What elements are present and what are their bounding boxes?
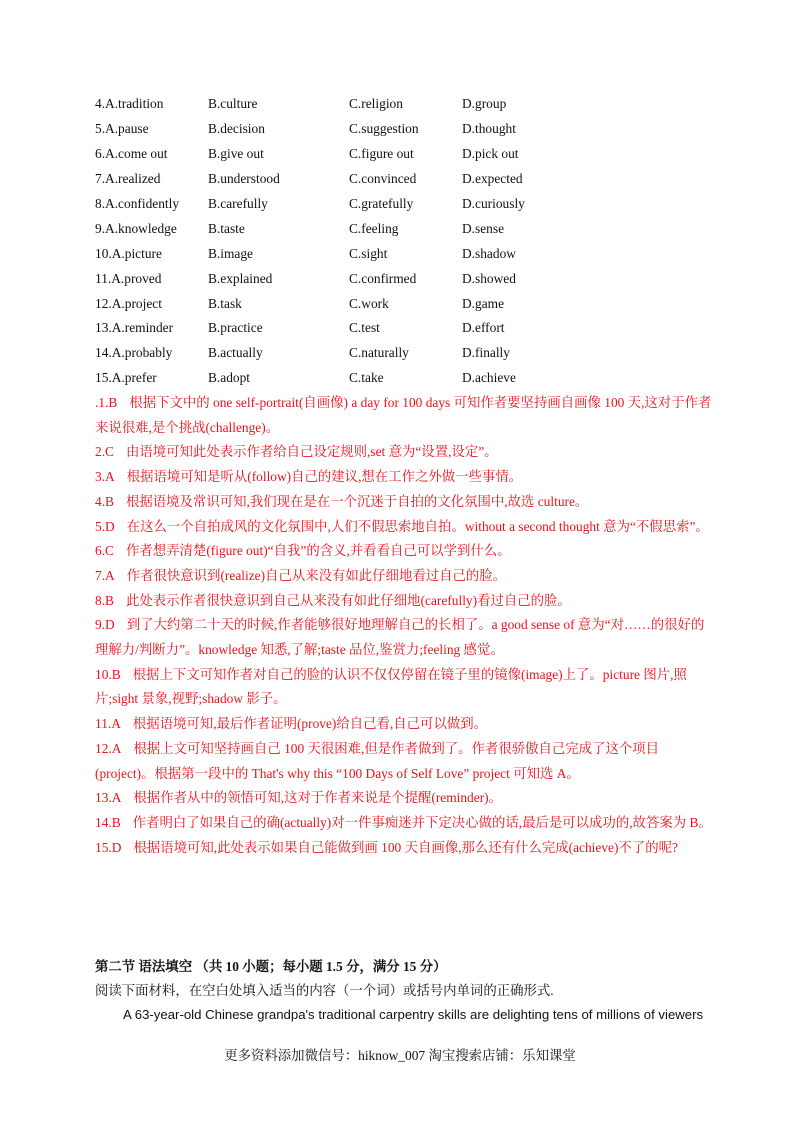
answer-item <box>95 836 715 861</box>
answer-item <box>95 440 715 465</box>
answer-number: 15.D <box>95 839 122 855</box>
answer-text: 到了大约第二十天的时候,作者能够很好地理解自己的长相了。a good sense of 意为“对……的很好的理解力/判断力”。knowledge 知悉,了解;taste 品位,鉴赏力;feeling 感觉。 <box>95 617 705 658</box>
option-cell: D.game <box>462 295 505 311</box>
answer-number: .1.B <box>95 395 118 410</box>
option-row <box>95 316 715 341</box>
answer-item <box>95 490 715 515</box>
option-cell: C.work <box>349 295 389 311</box>
answer-text: 根据下文中的 one self-portrait(自画像) a day for 100 days 可知作者要坚持画自画像 100 天,这对于作者来说很难,是个挑战(challenge)。 <box>95 395 712 435</box>
option-cell: 6.A.come out <box>95 146 168 162</box>
answer-text: 作者很快意识到(realize)自己从来没有如此仔细地看过自己的脸。 <box>126 567 507 583</box>
answer-item <box>95 589 715 614</box>
option-cell: B.adopt <box>208 370 251 386</box>
answer-text: 根据语境可知,此处表示如果自己能做到画 100 天自画像,那么还有什么完成(achieve)不了的呢? <box>133 839 678 855</box>
options-table <box>95 92 715 391</box>
option-cell: B.understood <box>208 171 280 187</box>
option-row <box>95 92 715 117</box>
answer-number: 10.B <box>95 666 121 682</box>
answer-text: 根据上文可知坚持画自己 100 天很困难,但是作者做到了。作者很骄傲自己完成了这个项目(project)。根据第一段中的 That's why this “100 Days of Self Love” project 可知选 A。 <box>95 740 660 781</box>
answer-number: 7.A <box>95 567 115 583</box>
answer-number: 5.D <box>95 518 115 534</box>
answer-item <box>95 391 715 440</box>
section-instruction: 阅读下面材料，在空白处填入适当的内容（一个词）或括号内单词的正确形式. <box>95 983 554 998</box>
answer-item <box>95 786 715 811</box>
option-cell: C.gratefully <box>349 196 414 211</box>
option-row <box>95 167 715 192</box>
option-row <box>95 216 715 241</box>
option-row <box>95 241 715 266</box>
option-cell: B.give out <box>208 146 264 162</box>
answer-number: 12.A <box>95 740 122 756</box>
answer-item <box>95 811 715 836</box>
option-cell: B.practice <box>208 320 263 336</box>
answer-text: 此处表示作者很快意识到自己从来没有如此仔细地(carefully)看过自己的脸。 <box>125 592 571 608</box>
answer-number: 9.D <box>95 617 115 633</box>
section-title: 第二节 语法填空 （共 10 小题；每小题 1.5 分，满分 15 分） <box>95 959 447 974</box>
option-row <box>95 291 715 316</box>
option-cell: 15.A.prefer <box>95 370 157 386</box>
option-cell: D.achieve <box>462 370 516 386</box>
option-cell: D.effort <box>462 320 505 336</box>
option-cell: C.naturally <box>349 345 409 361</box>
answer-number: 2.C <box>95 444 114 460</box>
answer-text: 根据上下文可知作者对自己的脸的认识不仅仅停留在镜子里的镜像(image)上了。picture 图片,照片;sight 景象,视野;shadow 影子。 <box>95 666 687 707</box>
option-cell: C.convinced <box>349 171 417 187</box>
answer-number: 8.B <box>95 592 114 608</box>
answer-text: 根据语境及常识可知,我们现在是在一个沉迷于自拍的文化氛围中,故选 culture。 <box>125 493 589 509</box>
option-cell: C.suggestion <box>349 121 419 137</box>
answer-number: 4.B <box>95 493 114 509</box>
option-cell: 10.A.picture <box>95 245 162 261</box>
grammar-section <box>95 955 715 1027</box>
option-cell: C.figure out <box>349 146 414 162</box>
option-cell: B.culture <box>208 96 258 112</box>
page-footer: 更多资料添加微信号：hiknow_007 淘宝搜索店铺：乐知课堂 <box>224 1048 576 1063</box>
option-row <box>95 266 715 291</box>
answer-number: 6.C <box>95 543 114 559</box>
option-cell: D.showed <box>462 270 516 286</box>
answer-item <box>95 737 715 786</box>
option-cell: 8.A.confidently <box>95 196 180 211</box>
option-cell: D.sense <box>462 220 505 236</box>
option-cell: 5.A.pause <box>95 121 149 137</box>
option-cell: D.expected <box>462 171 523 187</box>
answer-text: 根据语境可知,最后作者证明(prove)给自己看,自己可以做到。 <box>132 716 488 732</box>
option-row <box>95 341 715 366</box>
answer-explanations <box>95 391 715 860</box>
option-cell: D.thought <box>462 121 516 137</box>
answer-item <box>95 539 715 564</box>
option-cell: D.curiously <box>462 196 525 211</box>
answer-number: 3.A <box>95 469 115 485</box>
option-cell: 14.A.probably <box>95 345 173 361</box>
answer-item <box>95 613 715 662</box>
option-cell: B.explained <box>208 270 273 286</box>
option-cell: C.test <box>349 320 380 336</box>
option-cell: C.confirmed <box>349 270 417 286</box>
answer-item <box>95 465 715 490</box>
answer-text: 由语境可知此处表示作者给自己设定规则,set 意为“设置,设定”。 <box>125 444 498 460</box>
answer-item <box>95 712 715 737</box>
answer-item <box>95 564 715 589</box>
answer-number: 13.A <box>95 790 122 806</box>
option-cell: B.carefully <box>208 196 268 211</box>
option-cell: C.take <box>349 370 384 386</box>
answer-text: 作者明白了如果自己的确(actually)对一件事痴迷并下定决心做的话,最后是可以成功的,故答案为 B。 <box>132 814 712 830</box>
option-cell: 9.A.knowledge <box>95 220 177 236</box>
option-row <box>95 192 715 217</box>
option-cell: B.actually <box>208 345 263 361</box>
option-cell: 13.A.reminder <box>95 320 174 336</box>
passage-first-line: A 63-year-old Chinese grandpa's traditional carpentry skills are delighting tens of millions of viewers <box>123 1007 704 1022</box>
option-cell: C.sight <box>349 245 388 261</box>
option-cell: B.taste <box>208 220 245 236</box>
option-cell: C.feeling <box>349 220 399 236</box>
option-row <box>95 366 715 391</box>
option-cell: B.task <box>208 295 242 311</box>
option-cell: 4.A.tradition <box>95 96 164 112</box>
option-cell: 12.A.project <box>95 295 162 311</box>
answer-item <box>95 515 715 540</box>
answer-text: 根据作者从中的领悟可知,这对于作者来说是个提醒(reminder)。 <box>133 790 503 806</box>
option-cell: D.pick out <box>462 146 519 162</box>
option-cell: 7.A.realized <box>95 171 161 187</box>
answer-number: 11.A <box>95 716 121 732</box>
option-cell: C.religion <box>349 96 403 112</box>
option-row <box>95 117 715 142</box>
answer-number: 14.B <box>95 814 121 830</box>
answer-item <box>95 663 715 712</box>
answer-text: 在这么一个自拍成风的文化氛围中,人们不假思索地自拍。without a second thought 意为“不假思索”。 <box>126 518 709 534</box>
answer-text: 作者想弄清楚(figure out)“自我”的含义,并看看自己可以学到什么。 <box>125 543 511 559</box>
option-cell: B.image <box>208 245 253 261</box>
option-cell: 11.A.proved <box>95 270 162 286</box>
answer-text: 根据语境可知是听从(follow)自己的建议,想在工作之外做一些事情。 <box>126 469 523 485</box>
option-cell: D.group <box>462 96 507 112</box>
option-cell: D.finally <box>462 345 510 361</box>
option-cell: D.shadow <box>462 245 516 261</box>
option-row <box>95 142 715 167</box>
option-cell: B.decision <box>208 121 265 137</box>
